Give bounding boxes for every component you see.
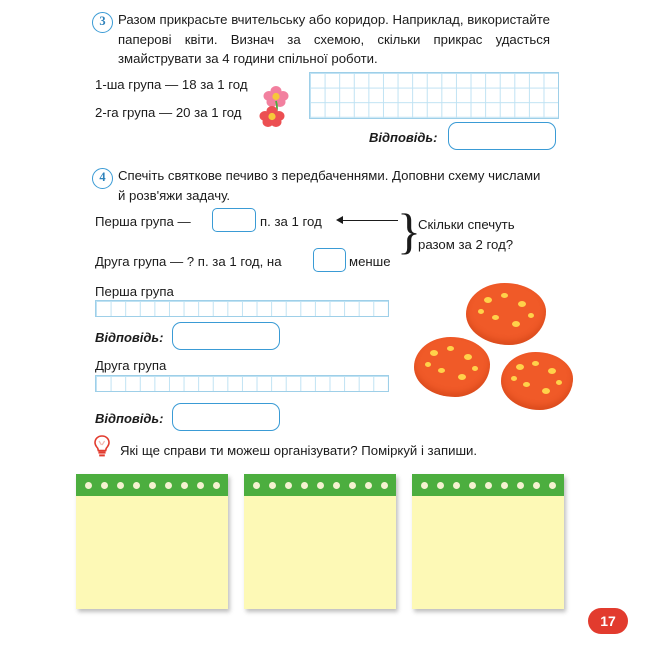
task-4-row2-prefix: Друга група — ? п. за 1 год, на (95, 254, 282, 269)
task-3-answer-label: Відповідь: (369, 130, 438, 145)
brace-text-line-1: Скільки спечуть (418, 217, 515, 232)
task-3-line-2: 2-га група — 20 за 1 год (95, 105, 242, 120)
task-4-marker: 4 (92, 168, 113, 189)
brace-text-line-2: разом за 2 год? (418, 237, 514, 252)
task-4-text: Спечіть святкове печиво з передбаченнями. Доповни схему числами й розв'яжи задачу. (118, 168, 541, 203)
task-3-marker: 3 (92, 12, 113, 33)
task-4-group1-grid[interactable] (95, 300, 389, 317)
task-4-group2-answer-box[interactable] (172, 403, 280, 431)
task-4-group1-answer-label: Відповідь: (95, 330, 164, 345)
sticky-note-header (76, 474, 228, 496)
task-3-answer-box[interactable] (448, 122, 556, 150)
sticky-note-header (244, 474, 396, 496)
cookie-top (466, 283, 546, 345)
sticky-note-1[interactable] (76, 474, 228, 609)
task-4-group2-grid[interactable] (95, 375, 389, 392)
task-3-line-1: 1-ша група — 18 за 1 год (95, 77, 248, 92)
cookie-left (414, 337, 490, 397)
cookie-right (501, 352, 573, 410)
task-4-row1-prefix: Перша група — (95, 214, 191, 229)
sticky-note-3[interactable] (412, 474, 564, 609)
scheme-brace: } (397, 203, 421, 259)
task-4-group1-label: Перша група (95, 284, 174, 299)
paper-flower-icon-2 (258, 104, 288, 139)
lightbulb-icon (92, 434, 112, 465)
task-4-group1-answer-box[interactable] (172, 322, 280, 350)
task-4-row1-input[interactable] (212, 208, 256, 232)
task-4-row1-suffix: п. за 1 год (260, 214, 322, 229)
task-4-row2-suffix: менше (349, 254, 391, 269)
task-3-grid-area[interactable] (309, 72, 559, 119)
page-number-badge: 17 (588, 608, 628, 634)
sticky-note-2[interactable] (244, 474, 396, 609)
task-4-group2-answer-label: Відповідь: (95, 411, 164, 426)
task-3-text: Разом прикрасьте вчительську або коридор. Наприклад, використайте паперові квіти. Визнач за схемою, скільки прикрас удасться змайструвати за 4 години спільної роботи. (118, 12, 550, 66)
task-5-text: Які ще справи ти можеш організувати? Поміркуй і запиши. (120, 443, 478, 458)
task-4-group2-label: Друга група (95, 358, 167, 373)
scheme-arrow-line (342, 220, 398, 221)
sticky-note-header (412, 474, 564, 496)
scheme-arrow-head (336, 216, 343, 224)
task-4-row2-input[interactable] (313, 248, 346, 272)
